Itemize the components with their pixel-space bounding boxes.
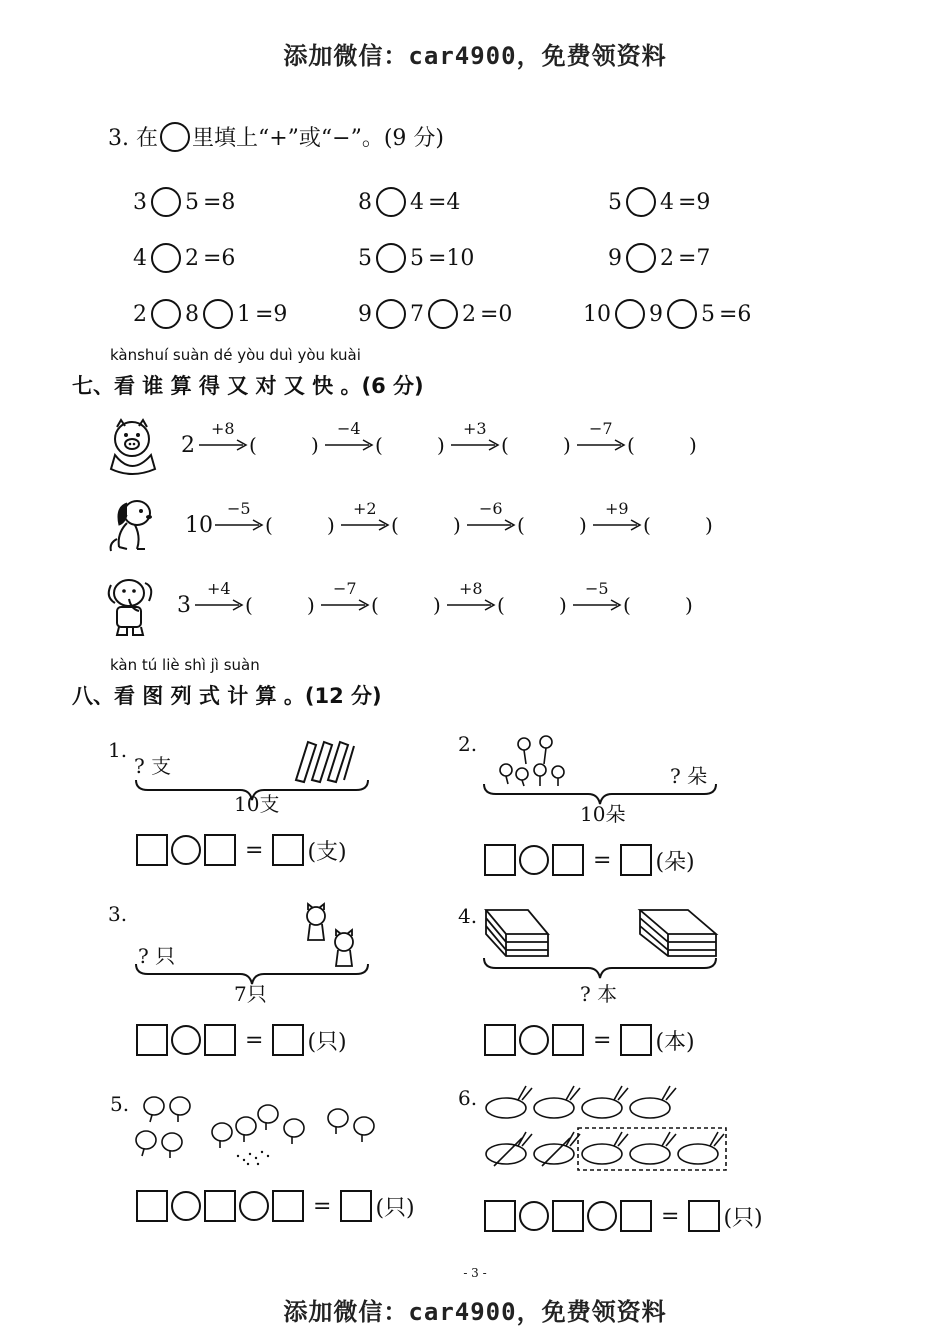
problem-3 xyxy=(108,900,378,1060)
pencils-icon xyxy=(288,736,358,784)
operator-circle[interactable] xyxy=(171,835,201,865)
page-number: - 3 - xyxy=(463,1266,487,1280)
unit-label: (朵) xyxy=(655,849,695,875)
equation: 5 4 =9 xyxy=(608,174,710,230)
unit-label: (本) xyxy=(655,1029,695,1055)
answer-box[interactable] xyxy=(620,1024,652,1056)
section8-title: 八、看 图 列 式 计 算 。(12 分) xyxy=(72,684,382,708)
chains xyxy=(105,415,725,655)
equation: 10 9 5 =6 xyxy=(583,286,751,342)
total-label: 10支 xyxy=(234,792,280,816)
problem-5 xyxy=(108,1090,438,1230)
equation: 3 5 =8 xyxy=(133,174,358,230)
answer-box[interactable] xyxy=(272,1024,304,1056)
answer-equation: = (只) xyxy=(136,1190,415,1222)
problem-6 xyxy=(458,1082,788,1242)
chain-row: 3 +4 ( ) −7 ( ) +8 ( ) −5 ( ) xyxy=(105,575,725,655)
operator-circle[interactable] xyxy=(171,1191,201,1221)
chain-row: 2 +8 ( ) −4 ( ) +3 ( ) −7 ( ) xyxy=(105,415,725,495)
books-right-icon xyxy=(638,904,718,958)
answer-box[interactable] xyxy=(340,1190,372,1222)
problem-1 xyxy=(108,736,378,876)
answer-box[interactable] xyxy=(620,844,652,876)
unit-label: (只) xyxy=(375,1195,415,1221)
chain-start: 2 xyxy=(181,433,195,458)
total-label: 7只 xyxy=(234,982,267,1006)
answer-box[interactable] xyxy=(136,834,168,866)
watermark-bottom: 添加微信：car4900，免费领资料 xyxy=(283,1298,667,1326)
answer-circle[interactable] xyxy=(203,299,233,329)
answer-box[interactable] xyxy=(552,844,584,876)
answer-circle[interactable] xyxy=(626,187,656,217)
answer-equation: = (只) xyxy=(136,1024,347,1056)
flowers-icon xyxy=(494,730,574,786)
answer-circle[interactable] xyxy=(376,187,406,217)
answer-box[interactable] xyxy=(620,1200,652,1232)
unit-label: (只) xyxy=(307,1029,347,1055)
problem-number: 3. xyxy=(108,902,128,926)
problem-number: 6. xyxy=(458,1086,478,1110)
equation: 8 4 =4 xyxy=(358,174,608,230)
answer-circle[interactable] xyxy=(428,299,458,329)
operator-circle[interactable] xyxy=(519,845,549,875)
equation: 9 7 2 =0 xyxy=(358,286,583,342)
section7-pinyin: kànshuí suàn dé yòu duì yòu kuài xyxy=(110,346,361,364)
problem-number: 5. xyxy=(110,1092,130,1116)
equation-row xyxy=(133,230,853,286)
answer-equation: = (朵) xyxy=(484,844,695,876)
answer-box[interactable] xyxy=(688,1200,720,1232)
equation-row xyxy=(133,286,853,342)
problem-number: 4. xyxy=(458,904,478,928)
section3-title-pre: 3. 在 xyxy=(108,126,158,151)
total-label: 10朵 xyxy=(580,802,626,826)
answer-equation: = (本) xyxy=(484,1024,695,1056)
equation: 9 2 =7 xyxy=(608,230,710,286)
section3-title-post: 里填上“+”或“−”。(9 分) xyxy=(191,126,444,151)
problem-4 xyxy=(458,900,728,1060)
chain-start: 10 xyxy=(185,513,213,538)
answer-box[interactable] xyxy=(272,834,304,866)
answer-circle[interactable] xyxy=(626,243,656,273)
books-left-icon xyxy=(484,904,550,958)
example-circle xyxy=(160,122,190,152)
chicks-icon xyxy=(134,1090,404,1168)
answer-box[interactable] xyxy=(204,834,236,866)
operator-circle[interactable] xyxy=(519,1025,549,1055)
operator-circle[interactable] xyxy=(587,1201,617,1231)
watermark-top: 添加微信：car4900，免费领资料 xyxy=(283,42,667,70)
unit-label: (只) xyxy=(723,1205,763,1231)
answer-box[interactable] xyxy=(136,1024,168,1056)
question-label: ? 朵 xyxy=(670,764,708,788)
answer-circle[interactable] xyxy=(151,243,181,273)
brace xyxy=(482,956,718,980)
section7-title: 七、看 谁 算 得 又 对 又 快 。(6 分) xyxy=(72,374,424,398)
answer-box[interactable] xyxy=(484,1200,516,1232)
chain-start: 3 xyxy=(177,593,191,618)
operator-circle[interactable] xyxy=(519,1201,549,1231)
problem-2 xyxy=(458,730,728,890)
answer-box[interactable] xyxy=(552,1200,584,1232)
section3-grid xyxy=(133,174,853,342)
answer-box[interactable] xyxy=(552,1024,584,1056)
answer-box[interactable] xyxy=(204,1190,236,1222)
answer-circle[interactable] xyxy=(151,187,181,217)
elephant-icon xyxy=(105,575,160,637)
operator-circle[interactable] xyxy=(239,1191,269,1221)
unit-label: (支) xyxy=(307,839,347,865)
section3-title xyxy=(108,121,444,152)
answer-equation: = (只) xyxy=(484,1200,763,1232)
problem-number: 2. xyxy=(458,732,478,756)
question-label: ? 支 xyxy=(134,754,172,778)
dog-icon xyxy=(105,493,160,555)
equation: 5 5 =10 xyxy=(358,230,608,286)
answer-circle[interactable] xyxy=(615,299,645,329)
answer-box[interactable] xyxy=(136,1190,168,1222)
section8-pinyin: kàn tú liè shì jì suàn xyxy=(110,656,260,674)
chain-row: 10 −5 ( ) +2 ( ) −6 ( ) +9 ( ) xyxy=(105,495,725,575)
operator-circle[interactable] xyxy=(171,1025,201,1055)
answer-box[interactable] xyxy=(484,844,516,876)
equation-row xyxy=(133,174,853,230)
rabbits-icon xyxy=(482,1082,732,1176)
answer-circle[interactable] xyxy=(376,299,406,329)
total-label: ? 本 xyxy=(580,982,618,1006)
answer-equation: = (支) xyxy=(136,834,347,866)
answer-box[interactable] xyxy=(272,1190,304,1222)
equation: 2 8 1 =9 xyxy=(133,286,358,342)
answer-box[interactable] xyxy=(484,1024,516,1056)
answer-circle[interactable] xyxy=(151,299,181,329)
equation: 4 2 =6 xyxy=(133,230,358,286)
pig-icon xyxy=(105,417,160,477)
answer-box[interactable] xyxy=(204,1024,236,1056)
question-label: ? 只 xyxy=(138,944,176,968)
answer-circle[interactable] xyxy=(667,299,697,329)
problem-number: 1. xyxy=(108,738,128,762)
answer-circle[interactable] xyxy=(376,243,406,273)
